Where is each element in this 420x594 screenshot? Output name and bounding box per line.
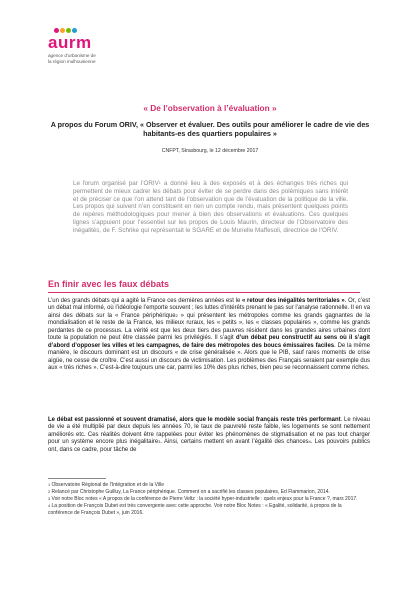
text-run: . Or, c’est un débat mal informé, où l’idéologie l’emporte souvent ; les luttes d’intérêts prenant le pas sur l’analyse rationnelle. Il en va ainsi des débats sur la « France périphérique xyxy=(48,298,371,319)
footnote-text: Voir notre Bloc notes « A propos de la conférence de Pierre Veltz : la société hyper-industrielle : quels enjeux pour la France ?, mars 2017. xyxy=(50,496,358,503)
body-paragraph xyxy=(48,298,370,373)
footnote xyxy=(48,489,358,496)
text-run: . Les pouvoirs publics ont, dans ce cadre, pour tâche de xyxy=(48,439,370,453)
footnote xyxy=(48,482,358,489)
section-heading: En finir avec les faux débats xyxy=(48,279,170,289)
footnotes xyxy=(48,482,358,517)
footnote-ref: 1 xyxy=(158,181,161,185)
body-paragraph xyxy=(48,417,370,454)
bold-run: « retour des inégalités territoriales » xyxy=(242,298,345,304)
bold-run: Le débat est passionné et souvent dramatisé, alors que le modèle social français reste très performant xyxy=(48,417,341,423)
text-run: . Le niveau de vie a été multiplié par deux depuis les années 70, le taux de pauvreté reste faible, les logements se sont nettement améliorés etc. Ces réalités doivent être rappelées pour éviter les phénomènes de stigmatisation et ne pas tout charger pour un système encore plus inégalitaire xyxy=(48,417,370,446)
logo-subtitle xyxy=(48,53,128,64)
footnote-number: 1 xyxy=(48,483,51,487)
intro-paragraph xyxy=(73,180,348,235)
text-run: . Ainsi, certains mettent en avant l’égalité des chances xyxy=(160,439,309,446)
logo-subtitle-line: la région mulhousienne xyxy=(48,58,96,64)
footnote-number: 4 xyxy=(48,504,51,509)
text-run: . De la même manière, le discours dominant est un discours « de crise généralisée ». Alors que le PIB, sauf rares moments de crise aigüe, ne cesse de croître. C’est aussi un discours de victimisation. Les problèmes des Français seraient par exemple dus aux « très riches ». C’est-à-dire toujours une car, parmi les 10% des plus riches, bien peu se reconnaissent comme riches. xyxy=(48,342,370,372)
text-run: L’un des grands débats qui a agité la France ces dernières années est le xyxy=(48,298,242,304)
logo-word: aurm xyxy=(48,33,92,52)
footnote-ref: 3 xyxy=(158,440,161,445)
document-subtitle: A propos du Forum ORIV, « Observer et évaluer. Des outils pour améliorer le cadre de vie des habitants-es des quartiers populaires » xyxy=(50,120,370,139)
footnote-number: 3 xyxy=(48,497,51,502)
footnote-ref: 2 xyxy=(175,313,178,318)
footnote-rule xyxy=(48,478,106,479)
intro-text: a donné lieu à des exposés et à des échanges très riches qui permettent de mieux cadrer les débats pour éviter de se perdre dans des polémiques sans intérêt et de préciser ce que l’on attend tant de l’observation que de l’évaluation de la politique de la ville. Les propos qui suivent n’en constituent en rien un compte rendu, mais présentent quelques points de repères méthodologiques pour mener à bien des observations et évaluations. Ces quelques lignes s’appuient pour l’essentiel sur les propos de Louis Maurin, directeur de l’Observatoire des inégalités, de F. Schrike qui représentait le SGARE et de Murielle Maffesoli, directrice de l’ORIV. xyxy=(73,180,348,234)
logo-subtitle-line: agence d’urbanisme de xyxy=(48,53,96,58)
footnote-number: 2 xyxy=(48,490,51,495)
footnote-text: La position de François Dubet est très convergente avec cette approche. Voir notre Bloc Notes : « Egalité, solidarité, à propos de la conférence de François Dubet », juin 2016. xyxy=(48,503,342,516)
section-rule xyxy=(48,292,360,293)
intro-text: Le forum organisé par l’ORIV xyxy=(73,180,159,187)
footnote xyxy=(48,503,358,516)
document-title: « De l’observation à l’évaluation » xyxy=(143,103,277,113)
footnote-ref: 4 xyxy=(308,440,311,445)
footnote xyxy=(48,496,358,503)
text-run: » qui présentent les métropoles comme les grands gagnantes de la mondialisation et le reste de la France, les milieux ruraux, les « petits », les « classes populaires », comme les grands perdantes de ce processus. La vérité est que les deux tiers des pauvres résident dans les grandes aires urbaines dont toute la population ne peut être classée parmi les privilégiés. Il s’agit xyxy=(48,312,371,342)
footnote-text: Observatoire Régional de l’Intégration et de la Ville xyxy=(50,482,164,488)
footnote-text: Relancé par Christophe Guilluy, La France périphérique. Comment on a sacrifié les classes populaires, Ed Flammarion, 2014. xyxy=(50,489,330,496)
bold-run: d’un débat peu constructif au sens où il s’agit d’abord d’opposer les villes et les campagnes, de faire des métropoles des boucs émissaires faciles xyxy=(48,335,370,349)
place-date: CNFPT, Strasbourg, le 12 décembre 2017 xyxy=(161,148,259,154)
